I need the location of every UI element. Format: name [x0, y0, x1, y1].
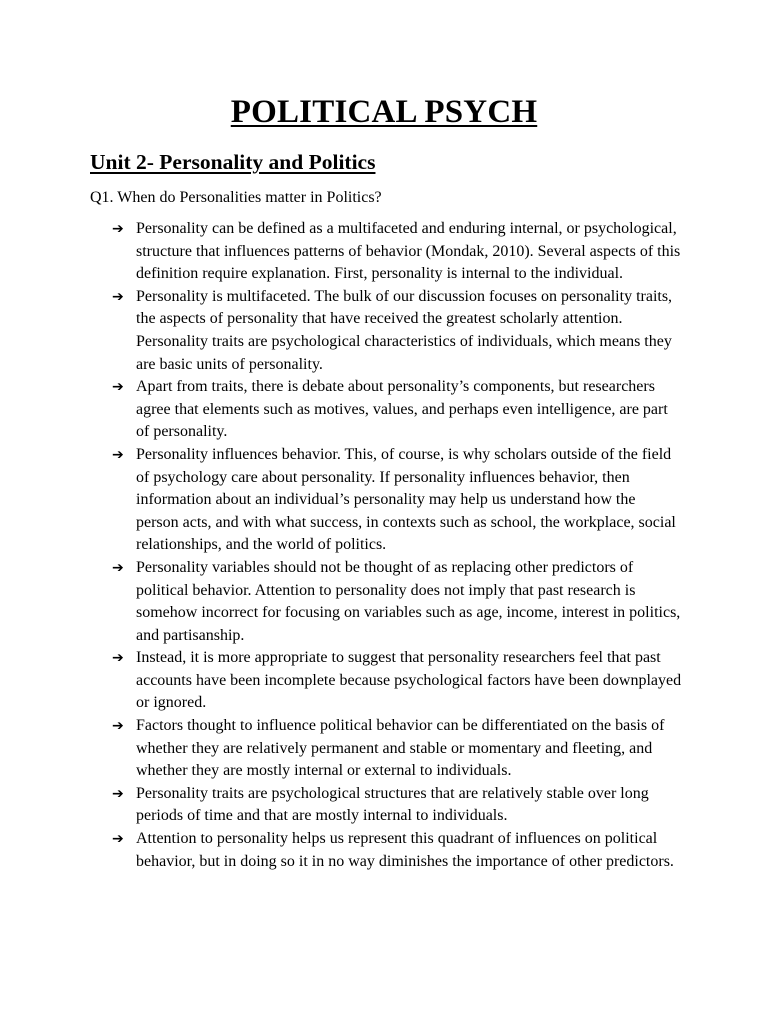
- bullet-text: Personality influences behavior. This, of course, is why scholars outside of the field of psychology care about personality. If personality influences behavior, then information about an individual’s personality may help us understand how the person acts, and with what success, in contexts such as school, the workplace, social relationships, and the world of politics.: [136, 445, 676, 554]
- bullet-text: Personality can be defined as a multifaceted and enduring internal, or psychological, structure that influences patterns of behavior (Mondak, 2010). Several aspects of this definition require explanation. First, personality is internal to the individual.: [136, 220, 681, 283]
- right-arrow-icon: ➔: [112, 831, 124, 848]
- list-item: [112, 218, 682, 286]
- list-item: [112, 557, 682, 647]
- list-item: [112, 647, 682, 715]
- list-item: [112, 286, 682, 376]
- right-arrow-icon: ➔: [112, 559, 124, 576]
- list-item: [112, 783, 682, 828]
- list-item: [112, 715, 682, 783]
- right-arrow-icon: ➔: [112, 446, 124, 463]
- bullet-text: Personality variables should not be thought of as replacing other predictors of political behavior. Attention to personality does not imply that past research is somehow incorrect for focusing on variables such as age, income, interest in politics, and partisanship.: [136, 558, 681, 644]
- bullet-text: Personality is multifaceted. The bulk of our discussion focuses on personality traits, the aspects of personality that have received the greatest scholarly attention. Personality traits are psychological characteristics of individuals, which means they are basic units of personality.: [136, 287, 673, 373]
- list-item: [112, 376, 682, 444]
- right-arrow-icon: ➔: [112, 650, 124, 667]
- bullet-text: Instead, it is more appropriate to suggest that personality researchers feel that past accounts have been incomplete because psychological factors have been downplayed or ignored.: [136, 649, 682, 712]
- list-item: [112, 444, 682, 557]
- page-title: POLITICAL PSYCH: [230, 94, 538, 130]
- unit-heading: Unit 2- Personality and Politics: [90, 150, 376, 174]
- right-arrow-icon: ➔: [112, 785, 124, 802]
- right-arrow-icon: ➔: [112, 718, 124, 735]
- bullet-text: Factors thought to influence political behavior can be differentiated on the basis of whether they are relatively permanent and stable or momentary and fleeting, and whether they are mostly internal or external to individuals.: [136, 717, 665, 780]
- bullet-text: Personality traits are psychological structures that are relatively stable over long periods of time and that are mostly internal to individuals.: [136, 784, 649, 825]
- list-item: [112, 828, 682, 873]
- right-arrow-icon: ➔: [112, 221, 124, 237]
- right-arrow-icon: ➔: [112, 379, 124, 396]
- right-arrow-icon: ➔: [112, 288, 124, 305]
- bullet-list: [112, 218, 682, 873]
- bullet-text: Apart from traits, there is debate about personality’s components, but researchers agree that elements such as motives, values, and perhaps even intelligence, are part of personality.: [136, 378, 668, 441]
- question-text: Q1. When do Personalities matter in Politics?: [90, 189, 382, 206]
- bullet-text: Attention to personality helps us represent this quadrant of influences on political behavior, but in doing so it in no way diminishes the importance of other predictors.: [136, 830, 674, 870]
